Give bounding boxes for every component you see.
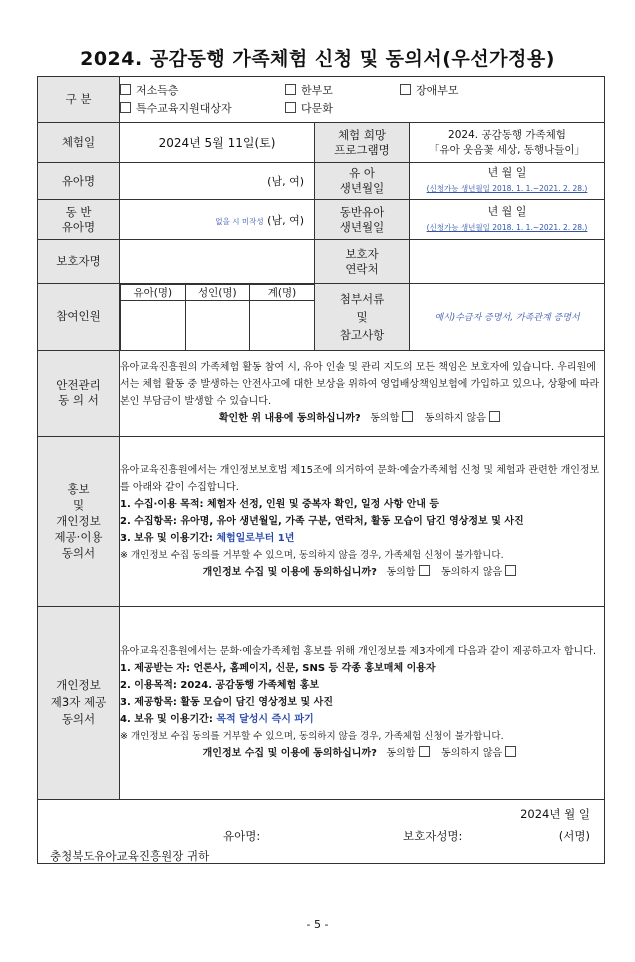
third-party-question-row: 개인정보 수집 및 이용에 동의하십니까? 동의함 동의하지 않음 [120, 745, 604, 762]
safety-text: 유아교육진흥원의 가족체험 활동 참여 시, 유아 인솔 및 관리 지도의 모든 책임은 보호자에 있습니다. 우리원에서는 체험 활동 중 발생하는 안전사고에 대한 보상을 위하여 영업배상책임보험에 가입하고 있으나, 상황에 따라 본인 부담금이 발생할 수 있습니다. [120, 362, 600, 407]
signature-child-name[interactable]: 유아명: [223, 828, 261, 843]
third-party-consent [120, 606, 605, 799]
guardian-name-label: 보호자명 [38, 240, 120, 284]
companion-name-label: 동 반 유아명 [38, 200, 120, 240]
third-party-disagree-checkbox[interactable] [505, 746, 516, 757]
guardian-name-field[interactable] [120, 240, 315, 284]
guardian-contact-field[interactable] [410, 240, 605, 284]
checkbox-icon[interactable] [285, 102, 296, 113]
category-label: 구 분 [38, 77, 120, 123]
checkbox-icon[interactable] [120, 84, 131, 95]
participants-label: 참여인원 [38, 284, 120, 351]
third-party-intro: 유아교육진흥원에서는 문화·예술가족체험 홍보를 위해 개인정보를 제3자에게 다음과 같이 제공하고자 합니다. [120, 646, 597, 657]
participants-total-input[interactable] [250, 301, 315, 350]
safety-agree-checkbox[interactable] [402, 411, 413, 422]
participants-col-adult: 성인(명) [185, 285, 250, 301]
category-option-disabled-parent[interactable]: 장애부모 [400, 82, 459, 100]
companion-birth-note: (신청가능 생년월일 2018. 1. 1.~2021. 2. 28.) [426, 222, 588, 232]
participants-col-total: 계(명) [250, 285, 315, 301]
document-title: 2024. 공감동행 가족체험 신청 및 동의서(우선가정용) [80, 48, 555, 70]
privacy-intro: 유아교육진흥원에서는 개인정보보호법 제15조에 의거하여 문화·예술가족체험 신청 및 체험과 관련한 개인정보를 아래와 같이 수집합니다. [120, 464, 600, 493]
participants-child-input[interactable] [121, 301, 186, 350]
privacy-disagree-checkbox[interactable] [505, 565, 516, 576]
companion-birth-label: 동반유아 생년월일 [315, 200, 410, 240]
signature-date: 2024년 월 일 [520, 806, 590, 821]
third-party-item-1: 1. 제공받는 자: 언론사, 홈페이지, 신문, SNS 등 각종 홍보매체 이용자 [120, 663, 436, 674]
safety-label: 안전관리 동 의 서 [38, 350, 120, 436]
child-birth-label: 유 아 생년월일 [315, 163, 410, 200]
checkbox-icon[interactable] [120, 102, 131, 113]
experience-day-label: 체험일 [38, 123, 120, 163]
child-name-label: 유아명 [38, 163, 120, 200]
program-name-label: 체험 희망 프로그램명 [315, 123, 410, 163]
guardian-contact-label: 보호자 연락처 [315, 240, 410, 284]
child-birth-note: (신청가능 생년월일 2018. 1. 1.~2021. 2. 28.) [426, 184, 588, 193]
participants-adult-input[interactable] [185, 301, 250, 350]
signature-guardian-name[interactable]: 보호자성명: [403, 828, 463, 843]
privacy-label: 홍보 및 개인정보 제공·이용 동의서 [38, 436, 120, 606]
privacy-item-2: 2. 수집항목: 유아명, 유아 생년월일, 가족 구분, 연락처, 활동 모습이 담긴 영상정보 및 사진 [120, 515, 524, 527]
safety-question-row: 확인한 위 내용에 동의하십니까? 동의함 동의하지 않음 [120, 410, 604, 427]
category-option-special-education[interactable]: 특수교육지원대상자 [120, 100, 285, 118]
privacy-agree-checkbox[interactable] [419, 565, 430, 576]
participants-col-child: 유아(명) [121, 285, 186, 301]
companion-none-note: 없을 시 미작성 [215, 216, 264, 226]
third-party-agree-checkbox[interactable] [419, 746, 430, 757]
checkbox-icon[interactable] [285, 84, 296, 95]
category-options [120, 77, 605, 123]
participants-counts [120, 284, 315, 351]
companion-name-field[interactable]: 없을 시 미작성 (남, 여) [120, 200, 315, 240]
third-party-item-4: 4. 보유 및 이용기간: 목적 달성시 즉시 파기 [120, 714, 314, 725]
category-option-multicultural[interactable]: 다문화 [285, 100, 333, 118]
signature-block [38, 799, 605, 863]
experience-day-value: 2024년 5월 11일(토) [120, 123, 315, 163]
checkbox-icon[interactable] [400, 84, 411, 95]
application-form [37, 76, 605, 864]
category-option-single-parent[interactable]: 한부모 [285, 82, 400, 100]
third-party-note: ※ 개인정보 수집 동의를 거부할 수 있으며, 동의하지 않을 경우, 가족체험 신청이 불가합니다. [120, 731, 504, 742]
privacy-question-row: 개인정보 수집 및 이용에 동의하십니까? 동의함 동의하지 않음 [120, 564, 604, 581]
companion-birth-field[interactable]: 년 월 일 (신청가능 생년월일 2018. 1. 1.~2021. 2. 28.) [410, 200, 605, 240]
attachments-label: 첨부서류 및 참고사항 [315, 284, 410, 351]
privacy-item-3: 3. 보유 및 이용기간: 체험일로부터 1년 [120, 532, 295, 544]
category-option-low-income[interactable]: 저소득층 [120, 82, 285, 100]
child-name-field[interactable]: (남, 여) [120, 163, 315, 200]
privacy-item-1: 1. 수집·이용 목적: 체험자 선정, 인원 및 중복자 확인, 일정 사항 안내 등 [120, 498, 440, 510]
privacy-note: ※ 개인정보 수집 동의를 거부할 수 있으며, 동의하지 않을 경우, 가족체험 신청이 불가합니다. [120, 549, 504, 561]
third-party-item-3: 3. 제공항목: 활동 모습이 담긴 영상정보 및 사진 [120, 697, 334, 708]
child-birth-field[interactable]: 년 월 일 (신청가능 생년월일 2018. 1. 1.~2021. 2. 28.) [410, 163, 605, 200]
safety-disagree-checkbox[interactable] [489, 411, 500, 422]
signature-addressee: 충청북도유아교육진흥원장 귀하 [50, 848, 210, 863]
signature-sign[interactable]: (서명) [558, 828, 590, 843]
page-number: - 5 - [306, 918, 329, 931]
attachments-value[interactable]: 예시)수급자 증명서, 가족관계 증명서 [410, 284, 605, 351]
safety-consent [120, 350, 605, 436]
third-party-label: 개인정보 제3자 제공 동의서 [38, 606, 120, 799]
privacy-consent [120, 436, 605, 606]
third-party-item-2: 2. 이용목적: 2024. 공감동행 가족체험 홍보 [120, 680, 320, 691]
program-name-value: 2024. 공감동행 가족체험 「유아 웃음꽃 세상, 동행나들이」 [410, 123, 605, 163]
